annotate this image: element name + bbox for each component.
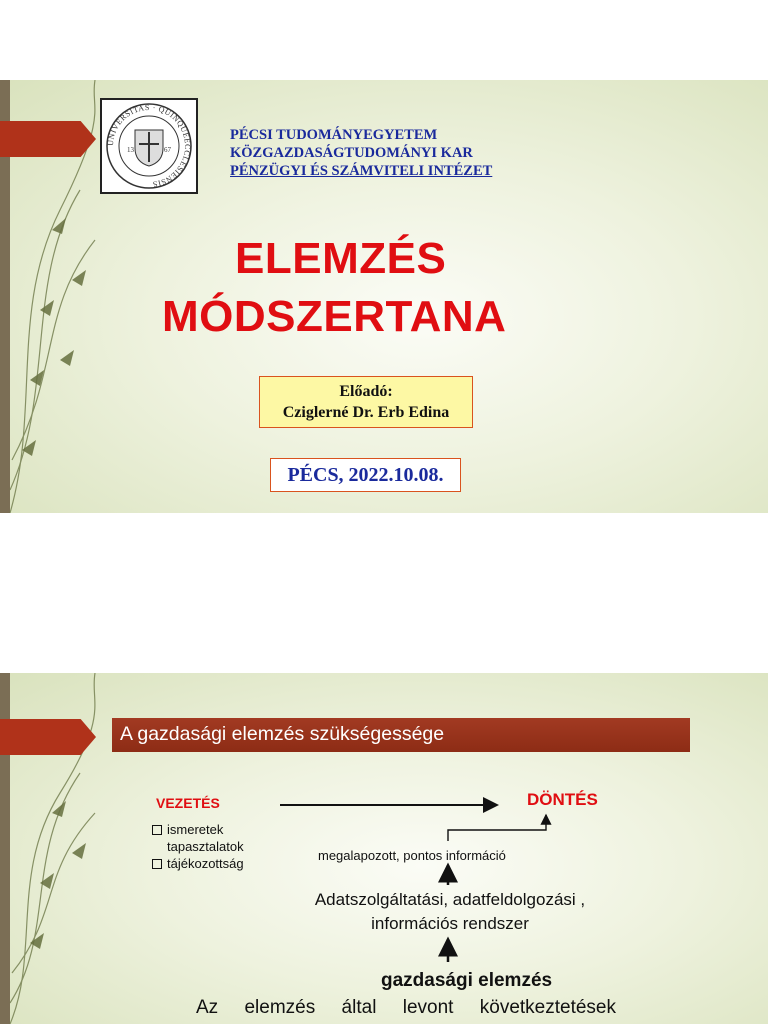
vezetes-label: VEZETÉS xyxy=(156,795,220,811)
place-date-box: PÉCS, 2022.10.08. xyxy=(270,458,461,492)
checkbox-bullet-icon xyxy=(152,825,162,835)
dontes-label: DÖNTÉS xyxy=(527,790,598,809)
bullet-text-continuation: tapasztalatok xyxy=(167,839,244,854)
title-slide xyxy=(0,80,768,513)
institution-line-university: PÉCSI TUDOMÁNYEGYETEM xyxy=(230,127,438,143)
bullet-item xyxy=(152,821,244,838)
vezetes-bullet-list xyxy=(152,821,244,872)
system-line1: Adatszolgáltatási, adatfeldolgozási , xyxy=(314,890,586,909)
slide-title-line1: ELEMZÉS xyxy=(235,234,447,283)
institution-block xyxy=(230,126,492,180)
slide-header-bar: A gazdasági elemzés szükségessége xyxy=(112,718,690,752)
presenter-box xyxy=(259,376,473,428)
bullet-text: tájékozottság xyxy=(167,856,244,871)
conclusion-text: Az elemzés által levont következtetések xyxy=(196,997,616,1018)
slide-tab-marker xyxy=(0,121,96,157)
svg-text:67: 67 xyxy=(164,146,171,154)
university-seal-logo xyxy=(100,98,198,194)
presenter-label: Előadó: xyxy=(339,383,393,400)
bullet-text: ismeretek xyxy=(167,822,224,837)
system-block xyxy=(270,888,630,936)
institution-line-faculty: KÖZGAZDASÁGTUDOMÁNYI KAR xyxy=(230,145,473,161)
content-slide xyxy=(0,673,768,1024)
presenter-name: Cziglerné Dr. Erb Edina xyxy=(282,404,450,421)
arrow-info-to-dontes xyxy=(448,815,546,841)
svg-text:UNIVERSITAS · QUINQUEECCLESIEN: UNIVERSITAS · QUINQUEECCLESIENSIS xyxy=(105,102,193,189)
slide-title-line2: MÓDSZERTANA xyxy=(162,292,507,341)
gazdasagi-elemzes-label: gazdasági elemzés xyxy=(381,970,553,991)
svg-text:13: 13 xyxy=(127,146,134,154)
system-line2: információs rendszer xyxy=(371,914,529,933)
information-label: megalapozott, pontos információ xyxy=(318,848,506,863)
checkbox-bullet-icon xyxy=(152,859,162,869)
bullet-item xyxy=(152,855,244,872)
institution-line-department: PÉNZÜGYI ÉS SZÁMVITELI INTÉZET xyxy=(230,163,493,179)
